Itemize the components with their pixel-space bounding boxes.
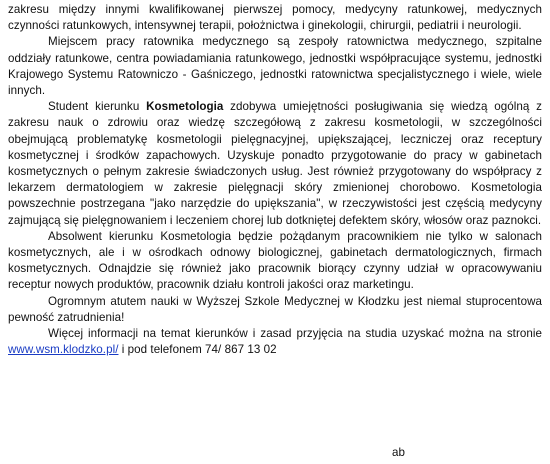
paragraph-rescue-workplaces: Miejscem pracy ratownika medycznego są zespoły ratownictwa medycznego, szpitalne oddziały ratunkowe, centra powiadamiania ratunkowego, jednostki współpracujące systemu, jednostki Krajowego Systemu Ratowniczo - Gaśniczego, jednostki ratownictwa specjalistycznego i wiele, wiele innych.: [8, 35, 542, 98]
paragraph-contact: [8, 326, 542, 358]
contact-intro-text: Więcej informacji na temat kierunków i zasad przyjęcia na studia uzyskać można na stronie: [48, 327, 542, 341]
website-link[interactable]: www.wsm.klodzko.pl/: [8, 343, 119, 357]
paragraph-cosmetology-graduate: Absolwent kierunku Kosmetologia będzie pożądanym pracownikiem nie tylko w salonach kosmetycznych, ale i w ośrodkach odnowy biologicznej, gabinetach dermatologicznych, firmach kosmetycznych. Odnajdzie się również jako pracownik biorący czynny udział w opracowywaniu receptur nowych produktów, pracownik działu kontroli jakości oraz marketingu.: [8, 229, 542, 292]
document-body: [8, 2, 542, 358]
cosmetology-body-text: zdobywa umiejętności posługiwania się wiedzą ogólną z zakresu nauk o zdrowiu oraz wiedzę szczegółową z zakresu kosmetologii, w szczególności obejmującą problematykę kosmetologii pielęgnacyjnej, upiększającej, leczniczej oraz receptury kosmetycznej i środków zapachowych. Uzyskuje ponadto przygotowanie do pracy w gabinetach kosmetycznych o pełnym zakresie świadczonych usług. Jest również przygotowany do współpracy z lekarzem dermatologiem w zakresie pielęgnacji skóry zmienionej chorobowo. Kosmetologia powszechnie postrzegana "jako narzędzie do upiększania", w rzeczywistości jest częścią medycyny zajmującą się pielęgnowaniem i leczeniem chorej lub dotkniętej defektem skóry, włosów oraz paznokci.: [8, 100, 542, 227]
paragraph-rescue-scope: zakresu między innymi kwalifikowanej pierwszej pomocy, medycyny ratunkowej, medycznych czynności ratunkowych, intensywnej terapii, położnictwa i ginekologii, chirurgii, pediatrii i neurologii.: [8, 3, 542, 33]
cosmetology-bold-term: Kosmetologia: [146, 100, 224, 114]
paragraph-cosmetology-student: [8, 99, 542, 229]
cosmetology-intro-text: Student kierunku: [48, 100, 147, 114]
footer-mark: ab: [392, 446, 405, 459]
paragraph-employment: Ogromnym atutem nauki w Wyższej Szkole Medycznej w Kłodzku jest niemal stuprocentowa pewność zatrudnienia!: [8, 294, 542, 324]
contact-phone-text: i pod telefonem 74/ 867 13 02: [118, 343, 277, 357]
